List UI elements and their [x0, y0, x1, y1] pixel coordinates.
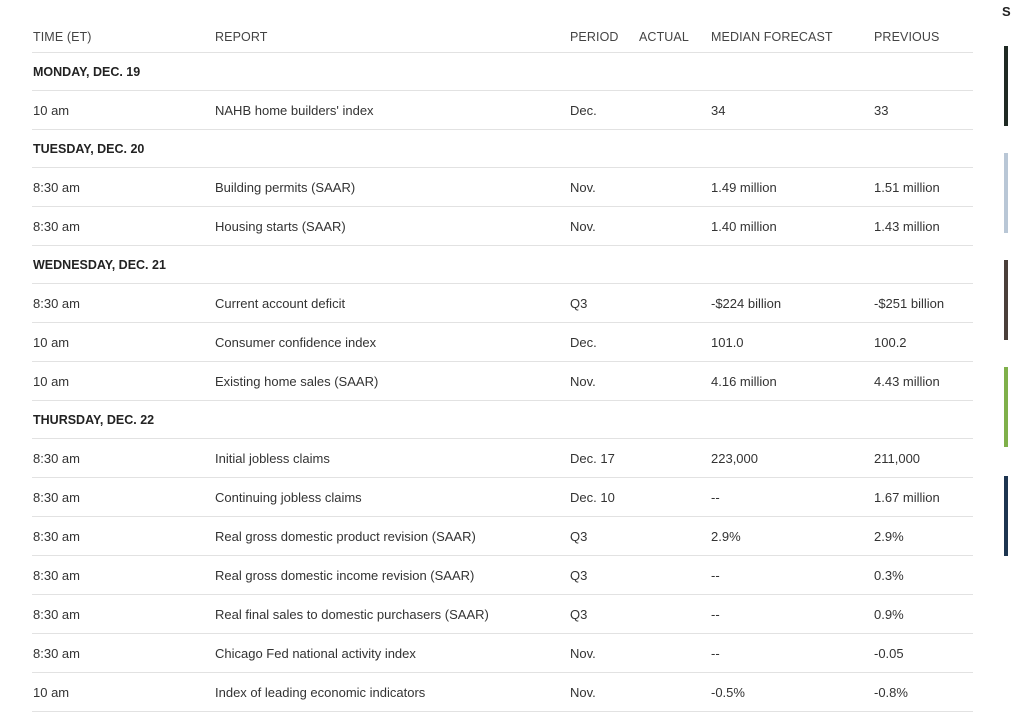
- table-header-row: [32, 19, 973, 53]
- row-period: Nov.: [570, 684, 596, 700]
- row-time: 8:30 am: [33, 528, 80, 544]
- row-report: NAHB home builders' index: [215, 102, 374, 118]
- day-group-heading: [32, 53, 973, 91]
- table-row: [32, 478, 973, 517]
- row-median-forecast: --: [711, 645, 720, 661]
- row-time: 10 am: [33, 334, 70, 350]
- header-previous: PREVIOUS: [874, 29, 940, 44]
- row-previous: 100.2: [874, 334, 907, 350]
- row-median-forecast: 1.49 million: [711, 179, 777, 195]
- row-time: 8:30 am: [33, 489, 80, 505]
- row-time: 8:30 am: [33, 179, 80, 195]
- row-median-forecast: 1.40 million: [711, 218, 777, 234]
- row-previous: 0.9%: [874, 606, 904, 622]
- row-median-forecast: -0.5%: [711, 684, 745, 700]
- day-label: TUESDAY, DEC. 20: [33, 141, 145, 156]
- sidebar-thumbnail-1[interactable]: [1004, 46, 1008, 126]
- row-median-forecast: 2.9%: [711, 528, 741, 544]
- row-period: Q3: [570, 606, 588, 622]
- row-time: 8:30 am: [33, 450, 80, 466]
- table-row: [32, 323, 973, 362]
- table-row: [32, 362, 973, 401]
- row-period: Nov.: [570, 179, 596, 195]
- row-report: Current account deficit: [215, 295, 346, 311]
- row-period: Dec.: [570, 102, 597, 118]
- row-median-forecast: -$224 billion: [711, 295, 782, 311]
- table-row: [32, 91, 973, 130]
- header-period: PERIOD: [570, 29, 619, 44]
- row-previous: 211,000: [874, 450, 921, 466]
- day-label: WEDNESDAY, DEC. 21: [33, 257, 166, 272]
- row-median-forecast: --: [711, 489, 720, 505]
- row-report: Existing home sales (SAAR): [215, 373, 379, 389]
- day-label: MONDAY, DEC. 19: [33, 64, 141, 79]
- table-row: [32, 634, 973, 673]
- row-median-forecast: 223,000: [711, 450, 758, 466]
- row-time: 8:30 am: [33, 295, 80, 311]
- table-row: [32, 439, 973, 478]
- row-time: 10 am: [33, 102, 70, 118]
- row-previous: 33: [874, 102, 889, 118]
- row-time: 8:30 am: [33, 645, 80, 661]
- row-report: Consumer confidence index: [215, 334, 377, 350]
- row-period: Dec.: [570, 334, 597, 350]
- economic-calendar-table: [32, 19, 973, 712]
- row-previous: 1.51 million: [874, 179, 940, 195]
- sidebar-thumbnail-3[interactable]: [1004, 260, 1008, 340]
- row-period: Dec. 17: [570, 450, 615, 466]
- row-time: 8:30 am: [33, 606, 80, 622]
- row-previous: 2.9%: [874, 528, 904, 544]
- row-median-forecast: 4.16 million: [711, 373, 777, 389]
- day-group-heading: [32, 246, 973, 284]
- row-report: Real final sales to domestic purchasers (SAAR): [215, 606, 489, 622]
- sidebar-heading-letter: S: [1002, 4, 1011, 19]
- sidebar-thumbnail-4[interactable]: [1004, 367, 1008, 447]
- row-previous: -0.05: [874, 645, 904, 661]
- row-period: Q3: [570, 295, 588, 311]
- row-report: Continuing jobless claims: [215, 489, 362, 505]
- row-time: 8:30 am: [33, 567, 80, 583]
- row-report: Housing starts (SAAR): [215, 218, 346, 234]
- row-period: Q3: [570, 567, 588, 583]
- row-time: 8:30 am: [33, 218, 80, 234]
- sidebar-thumbnail-2[interactable]: [1004, 153, 1008, 233]
- row-time: 10 am: [33, 684, 70, 700]
- row-period: Q3: [570, 528, 588, 544]
- header-actual: ACTUAL: [639, 29, 689, 44]
- header-report: REPORT: [215, 29, 268, 44]
- row-previous: -0.8%: [874, 684, 908, 700]
- table-row: [32, 284, 973, 323]
- sidebar-thumbnail-5[interactable]: [1004, 476, 1008, 556]
- day-group-heading: [32, 401, 973, 439]
- row-median-forecast: --: [711, 567, 720, 583]
- row-period: Dec. 10: [570, 489, 615, 505]
- table-row: [32, 673, 973, 712]
- row-median-forecast: --: [711, 606, 720, 622]
- table-row: [32, 168, 973, 207]
- row-median-forecast: 34: [711, 102, 726, 118]
- row-period: Nov.: [570, 373, 596, 389]
- row-report: Real gross domestic income revision (SAAR): [215, 567, 475, 583]
- header-median-forecast: MEDIAN FORECAST: [711, 29, 833, 44]
- day-group-heading: [32, 130, 973, 168]
- row-previous: -$251 billion: [874, 295, 945, 311]
- header-time: TIME (ET): [33, 29, 92, 44]
- row-report: Index of leading economic indicators: [215, 684, 426, 700]
- table-row: [32, 517, 973, 556]
- row-period: Nov.: [570, 218, 596, 234]
- row-period: Nov.: [570, 645, 596, 661]
- row-report: Chicago Fed national activity index: [215, 645, 416, 661]
- row-report: Real gross domestic product revision (SAAR): [215, 528, 476, 544]
- row-previous: 1.67 million: [874, 489, 940, 505]
- row-report: Initial jobless claims: [215, 450, 330, 466]
- row-previous: 0.3%: [874, 567, 904, 583]
- table-row: [32, 207, 973, 246]
- row-previous: 4.43 million: [874, 373, 940, 389]
- row-time: 10 am: [33, 373, 70, 389]
- table-row: [32, 595, 973, 634]
- day-label: THURSDAY, DEC. 22: [33, 412, 155, 427]
- row-report: Building permits (SAAR): [215, 179, 356, 195]
- table-row: [32, 556, 973, 595]
- row-median-forecast: 101.0: [711, 334, 744, 350]
- row-previous: 1.43 million: [874, 218, 940, 234]
